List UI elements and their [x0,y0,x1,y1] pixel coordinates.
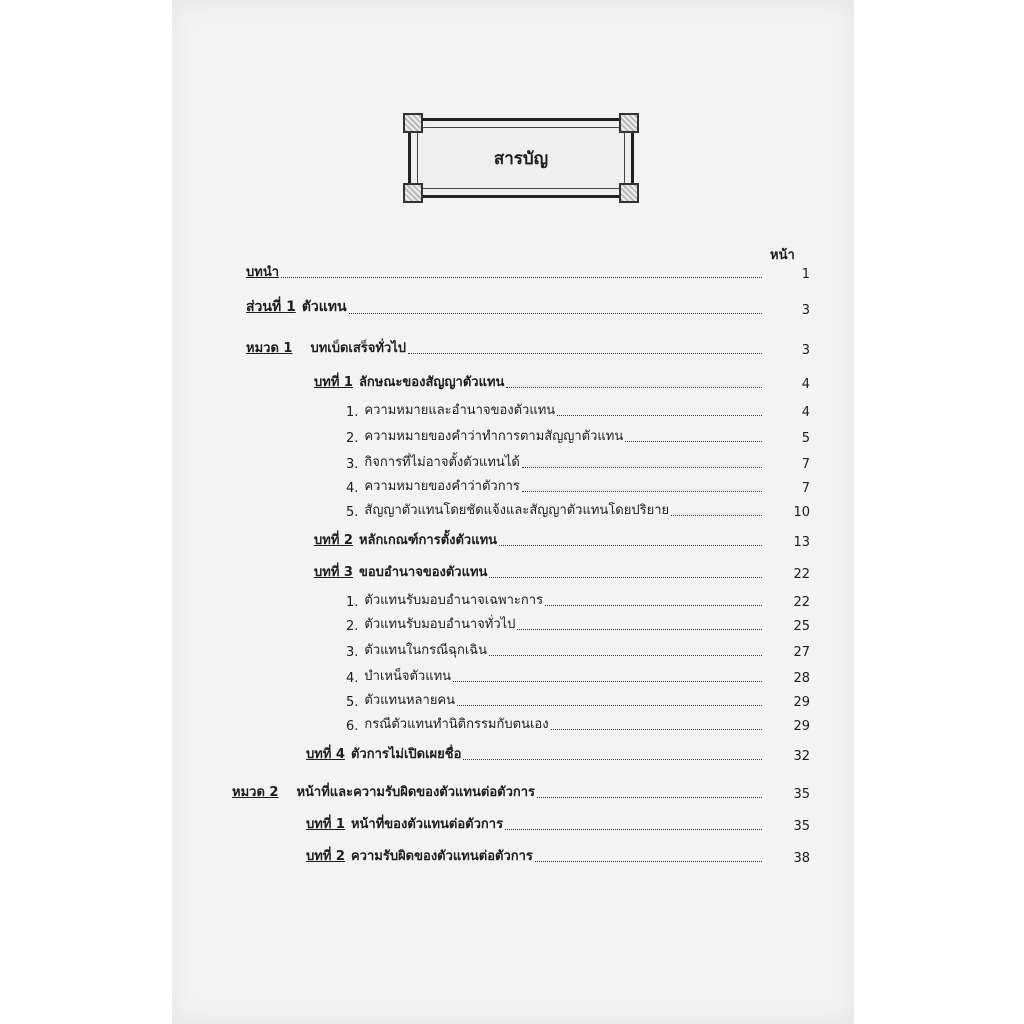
leader-dots [506,386,762,388]
toc-prefix: บทที่ 3 [314,565,353,580]
toc-prefix: ส่วนที่ 1 [246,299,296,315]
toc-row [346,500,810,520]
toc-title-frame [408,118,634,198]
toc-label: ความหมายของคำว่าตัวการ [364,479,520,494]
toc-page: 1 [801,267,810,282]
toc-page: 29 [793,719,810,734]
toc-label: กรณีตัวแทนทำนิติกรรมกับตนเอง [364,717,549,732]
toc-label: ตัวการไม่เปิดเผยชื่อ [350,747,462,762]
toc-row [306,846,810,866]
toc-number: 4. [346,671,359,686]
toc-prefix: บทที่ 1 [314,375,353,390]
toc-label: ความหมายของคำว่าทำการตามสัญญาตัวแทน [364,429,624,444]
toc-number: 3. [346,645,359,660]
toc-page: 29 [793,695,810,710]
toc-number: 5. [346,505,359,520]
leader-dots [489,576,762,578]
toc-row [314,562,810,582]
toc-row [346,476,810,496]
toc-row [246,338,810,358]
toc-label: หลักเกณฑ์การตั้งตัวแทน [358,533,498,548]
toc-label: ความหมายและอำนาจของตัวแทน [364,403,556,418]
toc-row [346,426,810,446]
leader-dots [537,796,762,798]
toc-row [346,666,810,686]
toc-row [346,690,810,710]
toc-page: 35 [793,787,810,802]
toc-page: 38 [793,851,810,866]
toc-number: 2. [346,431,359,446]
leader-dots [489,654,762,656]
page-column-header: หน้า [770,248,795,263]
toc-number: 4. [346,481,359,496]
toc-label: หน้าที่และความรับผิดของตัวแทนต่อตัวการ [296,785,536,800]
toc-number: 2. [346,619,359,634]
toc-label: บทเบ็ดเสร็จทั่วไป [310,341,407,356]
leader-dots [535,860,762,862]
toc-page: 4 [801,405,810,420]
leader-dots [517,628,762,630]
toc-number: 5. [346,695,359,710]
toc-page: 22 [793,595,810,610]
toc-prefix: บทที่ 4 [306,747,345,762]
toc-page: 28 [793,671,810,686]
toc-label: ตัวแทนในกรณีฉุกเฉิน [364,643,488,658]
toc-label: ขอบอำนาจของตัวแทน [358,565,488,580]
decorative-corner [403,183,423,203]
toc-row [314,372,810,392]
toc-page: 5 [801,431,810,446]
toc-row [306,814,810,834]
toc-page: 4 [801,377,810,392]
toc-page: 22 [793,567,810,582]
toc-label: หน้าที่ของตัวแทนต่อตัวการ [350,817,504,832]
leader-dots [408,352,762,354]
toc-label: สัญญาตัวแทนโดยชัดแจ้งและสัญญาตัวแทนโดยปริยาย [364,503,670,518]
leader-dots [551,728,762,730]
toc-page: 27 [793,645,810,660]
leader-dots [522,490,762,492]
toc-page: 3 [801,303,810,318]
toc-prefix: บทที่ 2 [306,849,345,864]
toc-row [346,400,810,420]
leader-dots [281,276,762,278]
toc-number: 1. [346,595,359,610]
toc-label: ความรับผิดของตัวแทนต่อตัวการ [350,849,533,864]
toc-label: ตัวแทนหลายคน [364,693,456,708]
toc-row [346,452,810,472]
leader-dots [625,440,762,442]
toc-row [346,614,810,634]
leader-dots [463,758,762,760]
toc-page: 13 [793,535,810,550]
leader-dots [671,514,762,516]
leader-dots [545,604,762,606]
toc-label: กิจการที่ไม่อาจตั้งตัวแทนได้ [364,455,520,470]
toc-label: ตัวแทนรับมอบอำนาจเฉพาะการ [364,593,544,608]
leader-dots [457,704,762,706]
toc-row [314,530,810,550]
leader-dots [557,414,762,416]
toc-row [246,298,810,318]
toc-page: 7 [801,481,810,496]
toc-number: 1. [346,405,359,420]
leader-dots [522,466,762,468]
toc-row [246,262,810,282]
toc-page: 7 [801,457,810,472]
toc-prefix: หมวด 1 [246,341,293,356]
decorative-corner [619,113,639,133]
decorative-corner [619,183,639,203]
toc-prefix: บทที่ 2 [314,533,353,548]
toc-page: 32 [793,749,810,764]
toc-label: ลักษณะของสัญญาตัวแทน [358,375,505,390]
decorative-corner [403,113,423,133]
leader-dots [453,680,762,682]
toc-label: ตัวแทนรับมอบอำนาจทั่วไป [364,617,516,632]
toc-row [232,782,810,802]
toc-prefix: หมวด 2 [232,785,279,800]
toc-label: ตัวแทน [301,299,347,315]
toc-page: 25 [793,619,810,634]
toc-row [346,640,810,660]
leader-dots [505,828,762,830]
toc-prefix: บทนำ [246,265,280,280]
toc-title: สารบัญ [493,149,549,169]
leader-dots [499,544,762,546]
toc-label: บำเหน็จตัวแทน [364,669,452,684]
toc-page: 3 [801,343,810,358]
toc-prefix: บทที่ 1 [306,817,345,832]
toc-row [346,714,810,734]
toc-row [346,590,810,610]
toc-page: 35 [793,819,810,834]
toc-page: 10 [793,505,810,520]
toc-number: 6. [346,719,359,734]
leader-dots [349,312,762,314]
toc-row [306,744,810,764]
toc-number: 3. [346,457,359,472]
